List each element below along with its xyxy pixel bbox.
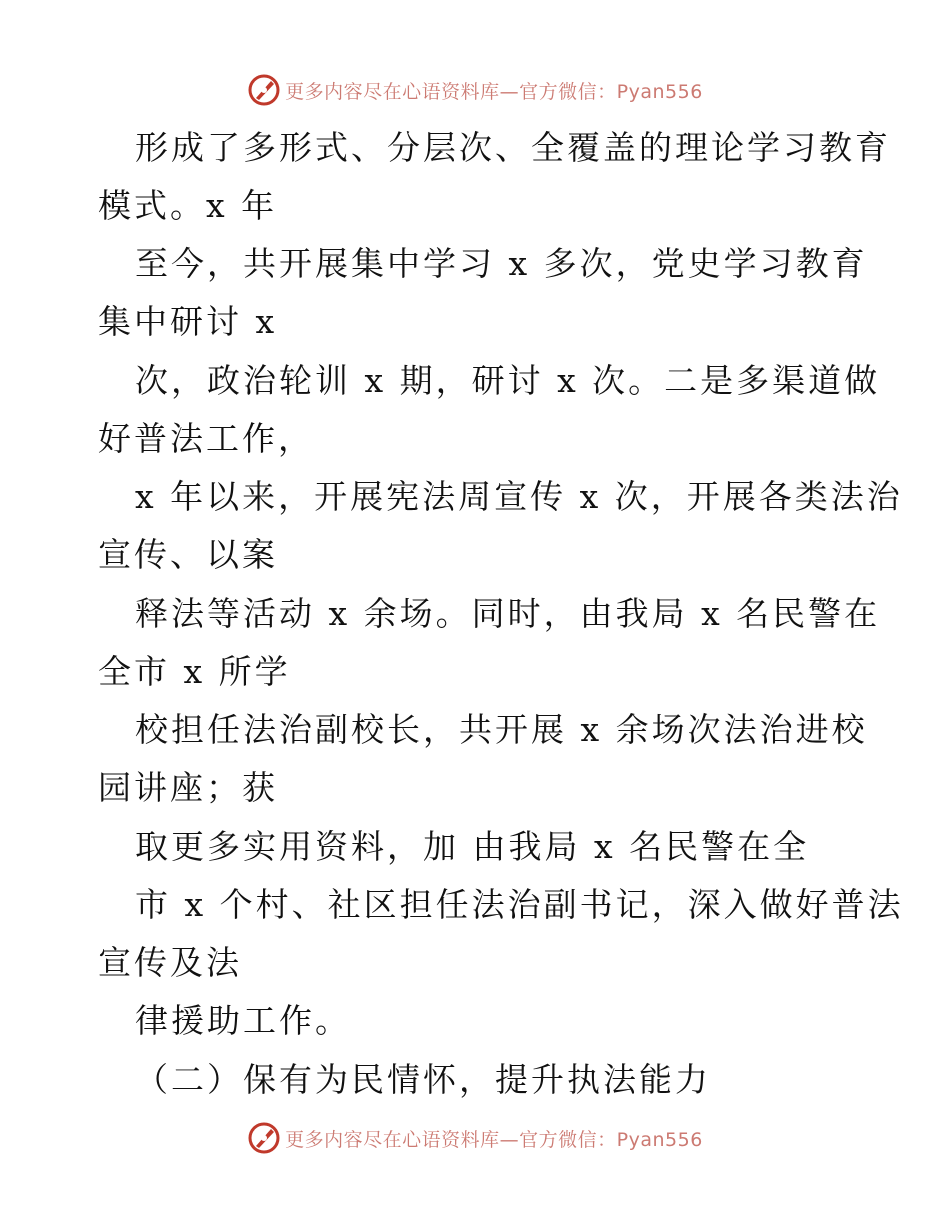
text-line: 集中研讨 x <box>98 302 278 341</box>
text-line: 次，政治轮训 x 期，研讨 x 次。二是多渠道做 <box>135 361 881 400</box>
text-line: 宣传及法 <box>98 943 242 982</box>
text-line: 园讲座；获 <box>98 768 278 807</box>
text-line: 形成了多形式、分层次、全覆盖的理论学习教育 <box>135 128 891 167</box>
text-line: 校担任法治副校长，共开展 x 余场次法治进校 <box>135 710 868 749</box>
text-line: 全市 x 所学 <box>98 652 291 691</box>
text-line: 律援助工作。 <box>135 1001 351 1040</box>
text-line: 宣传、以案 <box>98 535 278 574</box>
watermark-text: 更多内容尽在心语资料库—官方微信：Pyan556 <box>285 1128 703 1151</box>
text-line: 至今，共开展集中学习 x 多次，党史学习教育 <box>135 244 868 283</box>
text-line: 模式。x 年 <box>98 186 278 225</box>
text-line: 市 x 个村、社区担任法治副书记，深入做好普法 <box>135 885 904 924</box>
watermark-text: 更多内容尽在心语资料库—官方微信：Pyan556 <box>285 80 703 103</box>
text-line: x 年以来，开展宪法周宣传 x 次，开展各类法治 <box>135 477 903 516</box>
text-line: 好普法工作， <box>98 419 314 458</box>
pen-logo-icon <box>247 1121 281 1155</box>
section-heading: （二）保有为民情怀，提升执法能力 <box>135 1060 711 1099</box>
footer-watermark <box>0 1118 950 1158</box>
text-line: 取更多实用资料，加 由我局 x 名民警在全 <box>135 827 810 866</box>
text-line: 释法等活动 x 余场。同时，由我局 x 名民警在 <box>135 594 881 633</box>
